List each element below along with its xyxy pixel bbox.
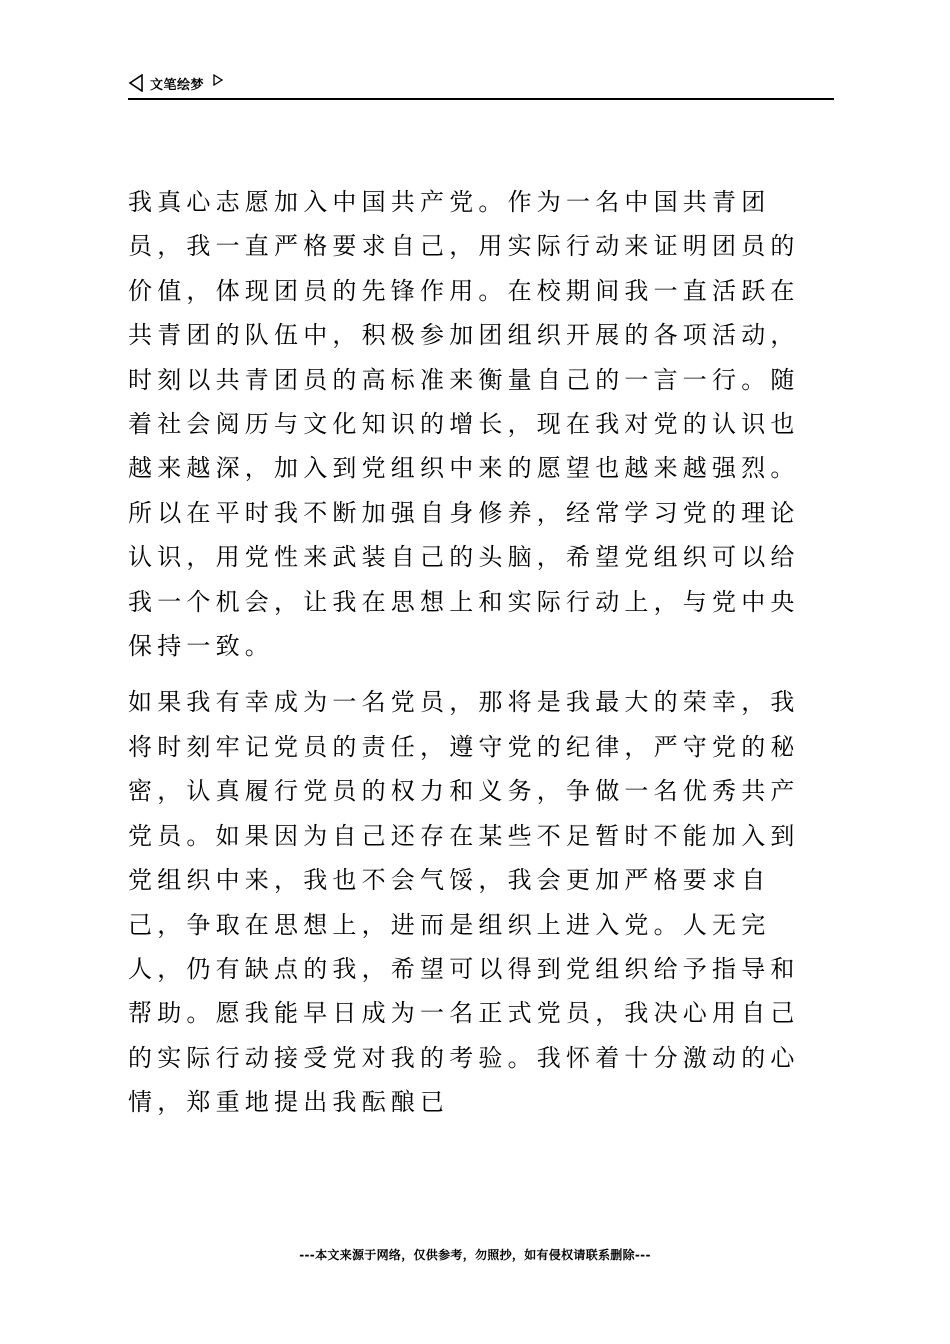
footer-disclaimer: ---本文来源于网络，仅供参考，勿照抄，如有侵权请联系删除--- <box>299 1248 651 1262</box>
header-brand <box>128 73 224 93</box>
right-triangle-icon <box>212 73 224 87</box>
document-body <box>128 180 828 1125</box>
left-triangle-icon <box>128 74 144 92</box>
paragraph-2: 如果我有幸成为一名党员，那将是我最大的荣幸，我将时刻牢记党员的责任，遵守党的纪律，严守党的秘密，认真履行党员的权力和义务，争做一名优秀共产党员。如果因为自己还存在某些不足暂时不能加入到党组织中来，我也不会气馁，我会更加严格要求自己，争取在思想上，进而是组织上进入党。人无完人，仍有缺点的我，希望可以得到党组织给予指导和帮助。愿我能早日成为一名正式党员，我决心用自己的实际行动接受党对我的考验。我怀着十分激动的心情，郑重地提出我酝酿已 <box>128 688 800 1117</box>
document-header <box>128 70 834 100</box>
paragraph-1: 我真心志愿加入中国共产党。作为一名中国共青团员，我一直严格要求自己，用实际行动来证明团员的价值，体现团员的先锋作用。在校期间我一直活跃在共青团的队伍中，积极参加团组织开展的各项活动，时刻以共青团员的高标准来衡量自己的一言一行。随着社会阅历与文化知识的增长，现在我对党的认识也越来越深，加入到党组织中来的愿望也越来越强烈。所以在平时我不断加强自身修养，经常学习党的理论认识，用党性来武装自己的头脑，希望党组织可以给我一个机会，让我在思想上和实际行动上，与党中央保持一致。 <box>128 188 800 661</box>
header-title: 文笔绘梦 <box>150 77 205 93</box>
